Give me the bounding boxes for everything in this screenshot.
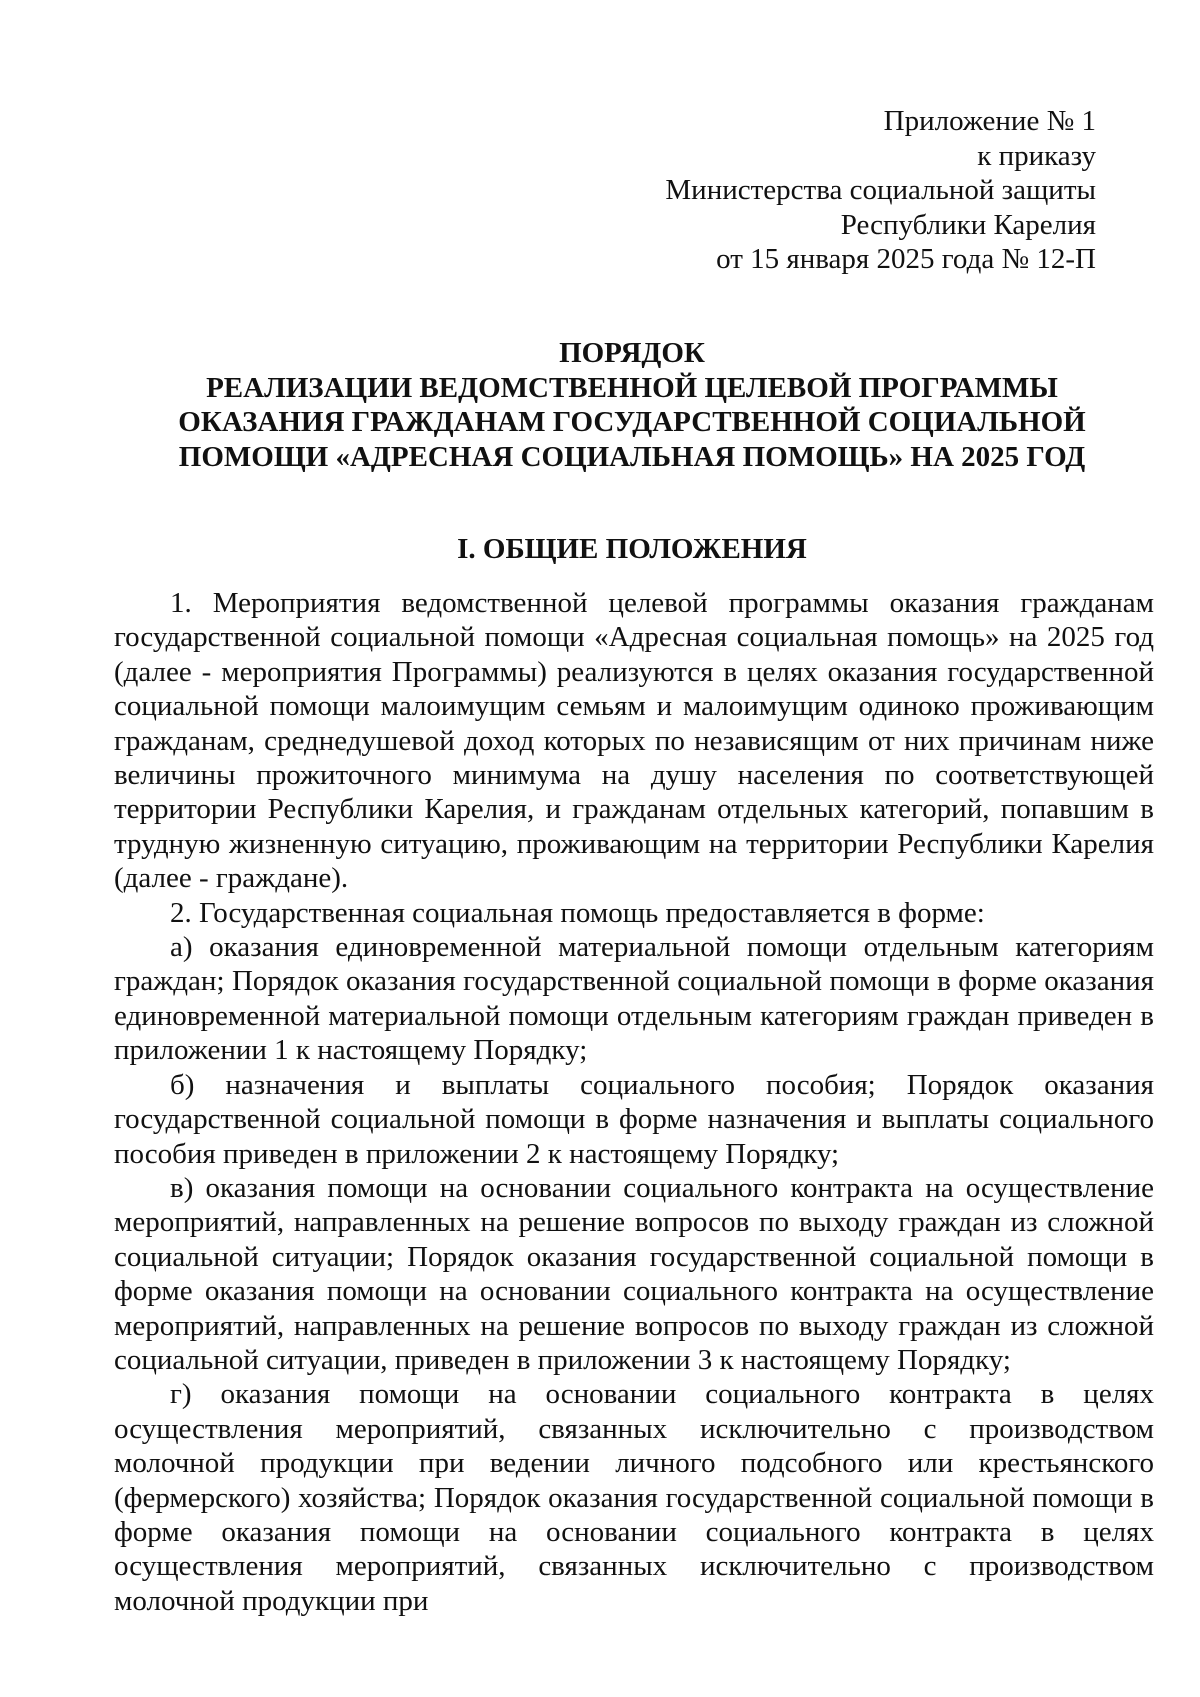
paragraph-2b: б) назначения и выплаты социального пособия; Порядок оказания государственной социальной помощи в форме назначения и выплаты социального пособия приведен в приложении 2 к настоящему Порядку; xyxy=(114,1068,1154,1170)
appendix-republic: Республики Карелия xyxy=(840,208,1096,241)
document-title xyxy=(0,336,1200,474)
paragraph-2a: а) оказания единовременной материальной помощи отдельным категориям граждан; Порядок оказания государственной социальной помощи в форме оказания единовременной материальной помощи отдельным категориям граждан приведен в приложении 1 к настоящему Порядку; xyxy=(114,931,1154,1067)
title-line-1: ПОРЯДОК xyxy=(559,337,705,369)
paragraph-2: 2. Государственная социальная помощь предоставляется в форме: xyxy=(170,896,985,929)
appendix-order-ref: к приказу xyxy=(977,139,1096,172)
appendix-header xyxy=(665,104,1096,277)
appendix-date: от 15 января 2025 года № 12-П xyxy=(716,243,1096,275)
title-line-2: РЕАЛИЗАЦИИ ВЕДОМСТВЕННОЙ ЦЕЛЕВОЙ ПРОГРАММЫ xyxy=(206,371,1058,404)
paragraph-2v: в) оказания помощи на основании социального контракта на осуществление мероприятий, направленных на решение вопросов по выходу граждан из сложной социальной ситуации; Порядок оказания государственной социальной помощи в форме оказания помощи на основании социального контракта на осуществление мероприятий, направленных на решение вопросов по выходу граждан из сложной социальной ситуации, приведен в приложении 3 к настоящему Порядку; xyxy=(114,1171,1154,1376)
title-line-4: ПОМОЩИ «АДРЕСНАЯ СОЦИАЛЬНАЯ ПОМОЩЬ» НА 2025 ГОД xyxy=(178,440,1086,473)
appendix-ministry: Министерства социальной защиты xyxy=(665,174,1096,206)
section-heading: I. ОБЩИЕ ПОЛОЖЕНИЯ xyxy=(457,533,807,565)
title-line-3: ОКАЗАНИЯ ГРАЖДАНАМ ГОСУДАРСТВЕННОЙ СОЦИАЛЬНОЙ xyxy=(178,406,1086,438)
document-body xyxy=(114,586,1154,1618)
appendix-number: Приложение № 1 xyxy=(883,105,1096,137)
paragraph-1: 1. Мероприятия ведомственной целевой программы оказания гражданам государственной социальной помощи «Адресная социальная помощь» на 2025 год (далее - мероприятия Программы) реализуются в целях оказания государственной социальной помощи малоимущим семьям и малоимущим одиноко проживающим гражданам, среднедушевой доход которых по независящим от них причинам ниже величины прожиточного минимума на душу населения по соответствующей территории Республики Карелия, и гражданам отдельных категорий, попавшим в трудную жизненную ситуацию, проживающим на территории Республики Карелия (далее - граждане). xyxy=(114,587,1154,895)
paragraph-2g: г) оказания помощи на основании социального контракта в целях осуществления мероприятий, связанных исключительно с производством молочной продукции при ведении личного подсобного или крестьянского (фермерского) хозяйства; Порядок оказания государственной социальной помощи в форме оказания помощи на основании социального контракта в целях осуществления мероприятий, связанных исключительно с производством молочной продукции при xyxy=(114,1378,1154,1617)
